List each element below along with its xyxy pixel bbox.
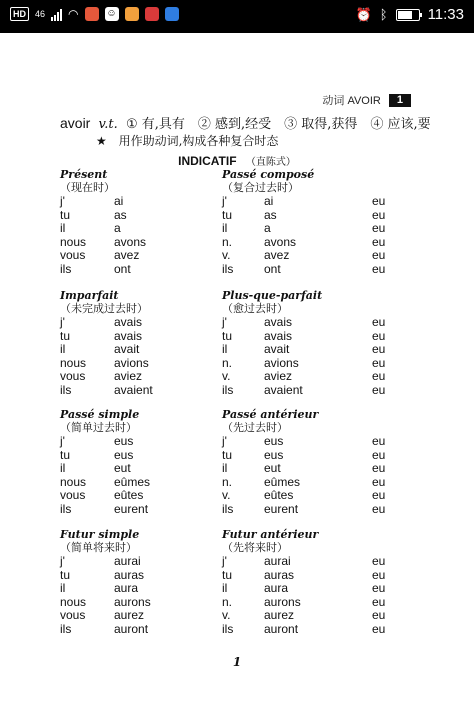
pronoun: tu — [60, 447, 71, 462]
mood-heading — [0, 153, 474, 168]
verb-form: avais — [264, 328, 293, 343]
verb-form: eut — [114, 461, 131, 475]
pronoun: nous — [60, 234, 87, 249]
verb-form: ont — [264, 261, 281, 276]
tense-cn: （简单过去时） — [60, 421, 137, 434]
past-participle: eu — [372, 315, 386, 329]
pronoun: ils — [222, 261, 234, 276]
pronoun: tu — [60, 207, 71, 222]
verb-form: eurent — [264, 501, 299, 516]
tense-cn: （现在时） — [60, 181, 115, 194]
tense-name: Plus-que-parfait — [222, 289, 323, 302]
pronoun: il — [222, 342, 228, 356]
tense-name: Présent — [60, 168, 108, 181]
pronoun: nous — [60, 474, 87, 489]
conjugation-row — [222, 330, 412, 344]
pronoun: tu — [222, 328, 233, 343]
verb-form: ai — [114, 194, 124, 208]
entry-note: 用作助动词,构成各种复合时态 — [118, 134, 279, 148]
verb-form: avais — [114, 315, 143, 329]
verb-form: eûtes — [114, 488, 144, 502]
verb-form: auront — [114, 621, 149, 636]
verb-form: aurez — [264, 608, 295, 622]
pronoun: j' — [60, 315, 65, 329]
verb-form: avions — [114, 355, 149, 370]
pronoun: vous — [60, 488, 86, 502]
verb-form: eûmes — [114, 474, 151, 489]
dictionary-entry — [60, 115, 431, 133]
past-participle: eu — [372, 501, 386, 516]
clock: 11:33 — [427, 6, 464, 23]
past-participle: eu — [372, 355, 386, 370]
pronoun: n. — [222, 234, 233, 249]
pronoun: ils — [60, 261, 72, 276]
past-participle: eu — [372, 434, 386, 448]
bluetooth-icon: ᛒ — [379, 7, 388, 22]
verb-form: eut — [264, 461, 281, 475]
verb-form: avions — [264, 355, 299, 370]
page-number: 1 — [232, 655, 242, 669]
pronoun: nous — [60, 594, 87, 609]
past-participle: eu — [372, 342, 386, 356]
verb-form: as — [114, 207, 127, 222]
past-participle: eu — [372, 461, 386, 475]
verb-form: auras — [114, 567, 145, 582]
verb-form: avez — [114, 248, 140, 262]
tense-name: Passé simple — [60, 408, 140, 421]
conjugation-row — [222, 222, 412, 236]
past-participle: eu — [372, 369, 386, 383]
pronoun: ils — [222, 501, 234, 516]
verb-form: avaient — [114, 382, 153, 397]
verb-form: eus — [114, 447, 134, 462]
pronoun: il — [222, 461, 228, 475]
verb-form: avait — [114, 342, 140, 356]
verb-form: avait — [264, 342, 290, 356]
past-participle: eu — [372, 194, 386, 208]
verb-form: eus — [114, 434, 134, 448]
pronoun: v. — [222, 608, 231, 622]
pronoun: n. — [222, 594, 233, 609]
notification-app-icon — [145, 7, 159, 21]
tense-name: Imparfait — [60, 289, 119, 302]
verb-form: eus — [264, 434, 284, 448]
conjugation-row — [222, 316, 412, 330]
verb-form: eurent — [114, 501, 149, 516]
past-participle: eu — [372, 488, 386, 502]
past-participle: eu — [372, 221, 386, 235]
pronoun: tu — [60, 328, 71, 343]
tense-name: Futur antérieur — [222, 528, 319, 541]
verb-form: avez — [264, 248, 290, 262]
verb-form: avons — [264, 234, 297, 249]
notification-app-icon — [165, 7, 179, 21]
past-participle: eu — [372, 594, 386, 609]
verb-form: aviez — [114, 369, 143, 383]
past-participle: eu — [372, 248, 386, 262]
pronoun: ils — [222, 382, 234, 397]
pronoun: ils — [60, 382, 72, 397]
verb-form: eûtes — [264, 488, 294, 502]
verb-form: aurai — [114, 554, 141, 568]
conjugation-row — [222, 462, 412, 476]
entry-word: avoir — [60, 115, 91, 131]
past-participle: eu — [372, 474, 386, 489]
notification-app-icon — [125, 7, 139, 21]
tense-cn: （简单将来时） — [60, 541, 137, 554]
header-label: 动词 AVOIR — [322, 95, 381, 107]
past-participle: eu — [372, 447, 386, 462]
tense-block — [222, 289, 412, 397]
conjugation-row — [222, 236, 412, 250]
pronoun: v. — [222, 248, 231, 262]
conjugation-row — [222, 582, 412, 596]
pronoun: tu — [222, 207, 233, 222]
pronoun: n. — [222, 355, 233, 370]
entry-note-line — [96, 132, 278, 149]
alarm-icon: ⏰ — [355, 6, 372, 22]
pronoun: vous — [60, 608, 86, 622]
verb-form: as — [264, 207, 277, 222]
verb-form: auront — [264, 621, 299, 636]
entry-pos: v.t. — [98, 117, 118, 132]
verb-form: avais — [114, 328, 143, 343]
tense-cn: （复合过去时） — [222, 181, 299, 194]
tense-name: Passé antérieur — [222, 408, 319, 421]
conjugation-row — [222, 596, 412, 610]
tense-cn: （先过去时） — [222, 421, 288, 434]
network-type: 46 — [35, 9, 46, 19]
pronoun: il — [60, 461, 66, 475]
entry-meanings: ① 有,具有 ② 感到,经受 ③ 取得,获得 ④ 应该,要 — [125, 117, 431, 132]
verb-form: aurai — [264, 554, 291, 568]
past-participle: eu — [372, 234, 386, 249]
past-participle: eu — [372, 328, 386, 343]
pronoun: il — [60, 581, 66, 595]
conjugation-row — [222, 209, 412, 223]
qq-icon: ☺ — [106, 8, 117, 19]
verb-form: avaient — [264, 382, 303, 397]
past-participle: eu — [372, 608, 386, 622]
battery-icon — [396, 9, 420, 21]
star-icon: ★ — [96, 134, 107, 148]
pronoun: il — [222, 581, 228, 595]
conjugation-row — [222, 195, 412, 209]
page-header — [322, 92, 411, 108]
pronoun: j' — [60, 194, 65, 208]
tense-name: Futur simple — [60, 528, 140, 541]
conjugation-row — [222, 263, 412, 277]
tense-cn: （先将来时） — [222, 541, 288, 554]
pronoun: nous — [60, 355, 87, 370]
pronoun: tu — [222, 447, 233, 462]
conjugation-row — [222, 503, 412, 517]
pronoun: ils — [60, 501, 72, 516]
conjugation-row — [222, 249, 412, 263]
past-participle: eu — [372, 621, 386, 636]
conjugation-row — [222, 357, 412, 371]
status-left — [10, 7, 179, 21]
pronoun: ils — [222, 621, 234, 636]
verb-form: a — [264, 221, 271, 235]
wifi-icon: ◠ — [68, 7, 79, 21]
pronoun: j' — [222, 554, 227, 568]
conjugation-row — [222, 343, 412, 357]
pronoun: j' — [60, 434, 65, 448]
pronoun: j' — [222, 434, 227, 448]
conjugation-row — [222, 623, 412, 637]
verb-form: aurons — [264, 594, 301, 609]
pronoun: tu — [60, 567, 71, 582]
conjugation-row — [222, 609, 412, 623]
verb-form: aurons — [114, 594, 151, 609]
verb-form: eus — [264, 447, 284, 462]
status-bar — [0, 0, 474, 33]
pronoun: vous — [60, 369, 86, 383]
pronoun: vous — [60, 248, 86, 262]
verb-form: eûmes — [264, 474, 301, 489]
past-participle: eu — [372, 261, 386, 276]
pronoun: ils — [60, 621, 72, 636]
tense-name: Passé composé — [222, 168, 315, 181]
verb-form: aviez — [264, 369, 293, 383]
mood-name: INDICATIF — [178, 154, 237, 168]
notification-app-icon — [85, 7, 99, 21]
tense-cn: （愈过去时） — [222, 302, 288, 315]
verb-form: avons — [114, 234, 147, 249]
conjugation-row — [222, 384, 412, 398]
pronoun: il — [222, 221, 228, 235]
book-page[interactable] — [0, 33, 474, 703]
page-badge: 1 — [389, 94, 411, 107]
hd-indicator: HD — [10, 7, 29, 21]
tense-block — [222, 168, 412, 276]
conjugation-row — [222, 449, 412, 463]
verb-form: ont — [114, 261, 131, 276]
pronoun: j' — [222, 315, 227, 329]
pronoun: il — [60, 342, 66, 356]
past-participle: eu — [372, 207, 386, 222]
status-right — [356, 6, 464, 23]
past-participle: eu — [372, 567, 386, 582]
conjugation-row — [222, 370, 412, 384]
mood-cn: （直陈式） — [245, 157, 296, 168]
past-participle: eu — [372, 581, 386, 595]
pronoun: v. — [222, 488, 231, 502]
verb-form: aura — [114, 581, 139, 595]
conjugation-row — [222, 569, 412, 583]
pronoun: j' — [60, 554, 65, 568]
conjugation-row — [222, 476, 412, 490]
pronoun: n. — [222, 474, 233, 489]
verb-form: aurez — [114, 608, 145, 622]
conjugation-row — [222, 489, 412, 503]
conjugation-row — [222, 555, 412, 569]
past-participle: eu — [372, 382, 386, 397]
pronoun: v. — [222, 369, 231, 383]
pronoun: j' — [222, 194, 227, 208]
signal-icon — [51, 8, 62, 21]
conjugation-row — [222, 435, 412, 449]
past-participle: eu — [372, 554, 386, 568]
pronoun: tu — [222, 567, 233, 582]
verb-form: auras — [264, 567, 295, 582]
pronoun: il — [60, 221, 66, 235]
verb-form: a — [114, 221, 121, 235]
verb-form: ai — [264, 194, 274, 208]
verb-form: avais — [264, 315, 293, 329]
tense-block — [222, 408, 412, 516]
verb-form: aura — [264, 581, 289, 595]
tense-block — [222, 528, 412, 636]
tense-cn: （未完成过去时） — [60, 302, 148, 315]
